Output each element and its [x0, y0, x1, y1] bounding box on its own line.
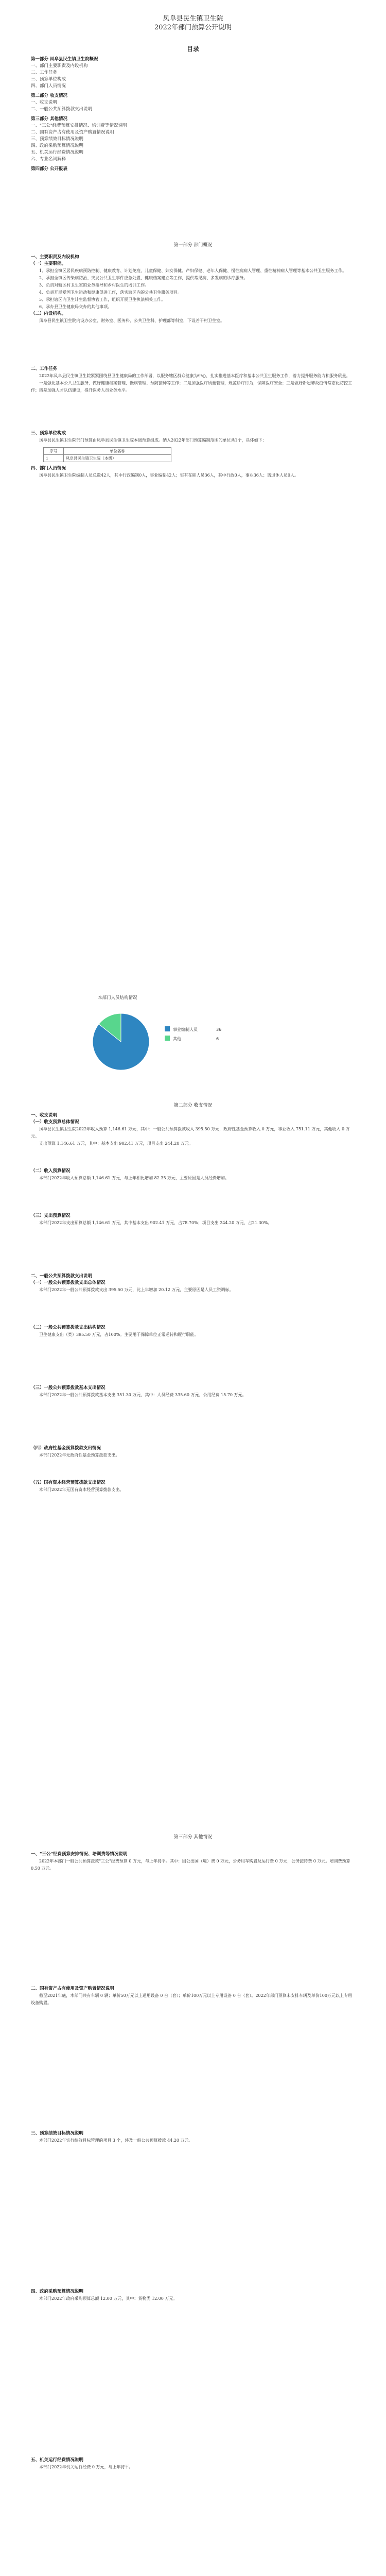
part2-p1: 凤阜县民生镇卫生院2022年收入预算 1,146.61 万元，其中：一般公共预算拨款收入 395.50 万元，政府性基金预算收入 0 万元，事业收入 751.11 万元，其他收入 0 万元。 — [31, 1127, 350, 1139]
part2-h1b: （二）收入预算情况 — [31, 1168, 71, 1174]
part1-p8: 2022年凤阜县民生镇卫生院紧紧围绕县卫生健康局的工作部署，以服务辖区群众健康为中心，扎实推进基本医疗和基本公共卫生服务工作，着力提升服务能力和服务质量。 — [39, 374, 350, 378]
part1-h1b: （二）内设机构。 — [31, 311, 66, 316]
toc-entry[interactable]: 三、预算绩效目标情况说明 — [31, 137, 84, 142]
toc-entry[interactable]: 四、政府采购预算情况说明 — [31, 143, 84, 148]
part2-p4: 本部门2022年支出预算总额 1,146.61 万元，其中基本支出 902.41 万元，占78.70%；项目支出 244.20 万元，占21.30%。 — [39, 1221, 272, 1225]
table-cell: 1 — [44, 455, 64, 462]
part2-h1a: （一）收支预算总体情况 — [31, 1120, 79, 1125]
part2-p3: 本部门2022年收入预算总额 1,146.61 万元，与上年相比增加 82.35 万元，主要原因是人员经费增加。 — [39, 1176, 230, 1180]
org-name: 凤阜县民生镇卫生院 — [163, 15, 223, 23]
legend-value: 36 — [216, 1027, 222, 1032]
part2-h2: 二、一般公共预算拨款支出说明 — [31, 1274, 93, 1279]
toc-entry[interactable]: 一、"三公"经费预算安排情况、培训费等情况说明 — [31, 123, 127, 128]
part1-p2: 2、承担全镇区传染病防治、突发公共卫生事件应急处置、健康档案建立等工作，提供常见病、多发病的诊疗服务。 — [39, 276, 248, 280]
pie-chart — [31, 1001, 355, 1093]
part3-h4: 四、政府采购预算情况说明 — [31, 2289, 84, 2294]
table-of-contents — [31, 44, 355, 173]
part1-p7: 凤阜县民生镇卫生院内设办公室、财务室、医务科、公共卫生科、护理部等科室，下设若干村卫生室。 — [39, 318, 224, 323]
document-title: 2022年部门预算公开说明 — [154, 24, 232, 31]
part1-h1: 一、主要职责及内设机构 — [31, 255, 79, 260]
part2-h1c: （三）支出预算情况 — [31, 1213, 71, 1218]
part1-p6: 6、承办县卫生健康局交办的其他事项。 — [39, 304, 112, 309]
toc-entry[interactable]: 二、工作任务 — [31, 70, 58, 75]
part2-h2a: （一）一般公共预算拨款支出总体情况 — [31, 1280, 106, 1285]
table-header-cell: 单位名称 — [64, 448, 171, 455]
part2-p2: 支出预算 1,146.61 万元，其中：基本支出 902.41 万元，项目支出 244.20 万元。 — [39, 1141, 193, 1146]
chart-title: 本部门人员结构情况 — [98, 995, 137, 1001]
unit-table — [43, 447, 171, 462]
part3-p3: 本部门2022年实行绩效目标管理的项目 3 个，涉及一般公共预算拨款 44.20 万元。 — [39, 2138, 193, 2143]
part2-p9: 本部门2022年无国有资本经营预算拨款支出。 — [39, 1487, 124, 1492]
part2-p6: 卫生健康支出（类）395.50 万元，占100%。主要用于保障单位正常运转和履行职能。 — [39, 1332, 199, 1337]
staff-chart — [31, 994, 355, 1095]
part1-p9: 一是强化基本公共卫生服务，做好健康档案管理、慢病管理、预防接种等工作；二是加强医疗质量管理，规范诊疗行为，保障医疗安全；三是做好新冠肺炎疫情常态化防控工作；四是加强人才队伍建设，提升医务人员业务水平。 — [31, 381, 352, 393]
part3-h1: 一、"三公"经费预算安排情况、培训费等情况说明 — [31, 1852, 128, 1857]
toc-part-entry[interactable]: 第二部分 收支情况 — [31, 93, 67, 98]
part2-p5: 本部门2022年一般公共预算拨款支出 395.50 万元，比上年增加 20.12 万元，主要原因是人员工资调标。 — [39, 1287, 234, 1292]
legend-label: 事业编制人员 — [173, 1027, 198, 1032]
part2-p8: 本部门2022年无政府性基金预算拨款支出。 — [39, 1453, 120, 1458]
toc-entry[interactable]: 二、一般公共预算拨款支出说明 — [31, 107, 93, 112]
part1-p3: 3、负责对辖区村卫生室的业务指导和乡村医生的培训工作。 — [39, 283, 149, 287]
toc-part-entry[interactable]: 第一部分 凤阜县民生镇卫生院概况 — [31, 57, 98, 62]
part2-title: 第二部分 收支情况 — [173, 1103, 213, 1108]
part2-h1: 一、收支说明 — [31, 1113, 58, 1118]
toc-entry[interactable]: 一、收支说明 — [31, 100, 58, 105]
part2-p7: 本部门2022年一般公共预算拨款基本支出 351.30 万元，其中：人员经费 335.60 万元，公用经费 15.70 万元。 — [39, 1393, 247, 1397]
part1-title: 第一部分 部门概况 — [173, 243, 213, 248]
part3-p5: 本部门2022年机关运行经费 0 万元，与上年持平。 — [39, 2465, 133, 2469]
legend-value: 6 — [216, 1037, 219, 1041]
part3-p2: 截至2021年底，本部门共有车辆 0 辆；单价50万元以上通用设备 0 台（套）；单价100万元以上专用设备 0 台（套）。2022年部门预算未安排车辆及单价100万元以上专用设备购置。 — [31, 1993, 352, 2005]
part1-p5: 5、承担辖区内卫生计生监督协管工作，组织开展卫生执法相关工作。 — [39, 297, 166, 302]
document-header — [31, 14, 355, 32]
toc-entry[interactable]: 四、部门人员情况 — [31, 83, 66, 89]
legend-label: 其他 — [173, 1037, 181, 1041]
part1-section — [31, 242, 355, 479]
toc-entry[interactable]: 一、部门主要职责及内设机构 — [31, 63, 88, 69]
toc-entry[interactable]: 三、预算单位构成 — [31, 77, 66, 82]
part3-section — [31, 1834, 355, 2576]
toc-part-entry[interactable]: 第三部分 其他情况 — [31, 116, 67, 122]
part1-h4: 四、部门人员情况 — [31, 466, 66, 471]
toc-entry[interactable]: 五、机关运行经费情况说明 — [31, 150, 84, 155]
table-cell: 凤阜县民生镇卫生院（本级） — [64, 455, 171, 462]
toc-title: 目录 — [186, 45, 199, 53]
toc-list — [31, 56, 355, 173]
part2-h2d: （四）政府性基金预算拨款支出情况 — [31, 1446, 101, 1451]
part1-h3: 三、预算单位构成 — [31, 431, 66, 436]
part3-h2: 二、国有资产占有使用及资产购置情况说明 — [31, 1986, 114, 1991]
part1-p4: 4、负责开展爱国卫生运动和健康促进工作，落实辖区内的公共卫生服务项目。 — [39, 290, 182, 295]
unit-table-header — [44, 448, 171, 455]
toc-entry[interactable]: 六、专业名词解释 — [31, 157, 66, 162]
part3-title: 第三部分 其他情况 — [173, 1835, 213, 1840]
unit-table-body — [44, 455, 171, 462]
part2-h2b: （二）一般公共预算拨款支出结构情况 — [31, 1325, 106, 1330]
part1-p1: 1、承担全镇区居民疾病预防控制、健康教育、计划免疫、儿童保健、妇女保健、产妇保健、老年人保健、慢性病病人管理、重性精神病人管理等基本公共卫生服务工作。 — [39, 268, 347, 273]
part2-h2c: （三）一般公共预算拨款基本支出情况 — [31, 1385, 106, 1391]
part3-h3: 三、预算绩效目标情况说明 — [31, 2131, 84, 2136]
part1-p11: 凤阜县民生镇卫生院编制人员总数42人，其中行政编制0人，事业编制42人；实有在职人员36人，其中行政0人，事业36人；离退休人员0人。 — [39, 473, 299, 478]
part1-p10: 凤阜县民生镇卫生院部门预算由凤阜县民生镇卫生院本级预算组成。纳入2022年部门预算编制范围的单位共1个，具体如下： — [39, 438, 267, 443]
legend-swatch — [165, 1036, 170, 1041]
part3-p1: 2022年本部门一般公共预算拨款"三公"经费预算 0 万元，与上年持平。其中：因公出国（境）费 0 万元，公务用车购置及运行费 0 万元，公务接待费 0 万元。培训费预算 0.50 万元。 — [31, 1859, 350, 1871]
part2-section — [31, 1103, 355, 1494]
legend-swatch — [165, 1026, 170, 1031]
table-row — [44, 455, 171, 462]
toc-part-entry[interactable]: 第四部分 公开报表 — [31, 166, 67, 172]
part1-h2: 二、工作任务 — [31, 366, 58, 371]
part2-h2e: （五）国有资本经营预算拨款支出情况 — [31, 1480, 106, 1485]
part1-h1a: （一）主要职能。 — [31, 261, 66, 266]
toc-entry[interactable]: 二、国有资产占有使用及资产购置情况说明 — [31, 130, 114, 135]
part3-p4: 本部门2022年政府采购预算总额 12.00 万元，其中：货物类 12.00 万元。 — [39, 2296, 178, 2301]
table-header-cell: 序号 — [44, 448, 64, 455]
part3-h5: 五、机关运行经费情况说明 — [31, 2458, 84, 2463]
